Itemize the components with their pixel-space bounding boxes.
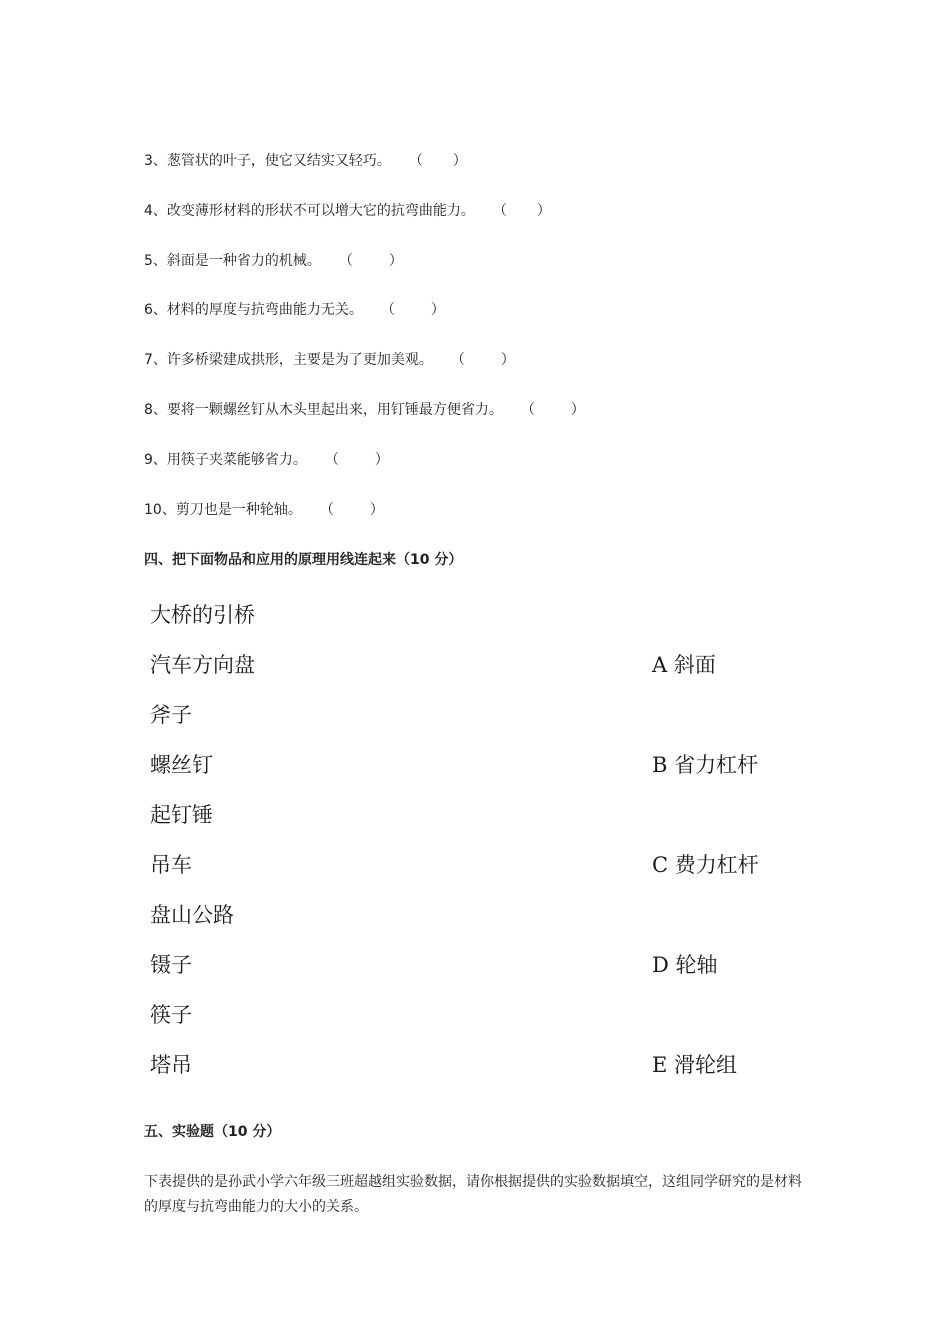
match-item-left: 斧子 (150, 703, 192, 727)
judgment-item (144, 350, 515, 370)
answer-paren-close: ） (452, 153, 467, 169)
match-item-left: 筷子 (150, 1003, 192, 1027)
match-item-left: 镊子 (150, 953, 192, 977)
match-item-right: E 滑轮组 (652, 1053, 738, 1077)
judgment-item (144, 400, 585, 420)
match-item-left: 吊车 (150, 853, 192, 877)
judgment-item-text: 5、斜面是一种省力的机械。 (144, 253, 321, 269)
match-item-right: C 费力杠杆 (652, 853, 759, 877)
judgment-item (144, 201, 551, 221)
answer-paren-close: ） (430, 302, 445, 318)
match-item-right: B 省力杠杆 (652, 753, 759, 777)
match-item-right: A 斜面 (652, 653, 716, 677)
judgment-item-text: 10、剪刀也是一种轮轴。 (144, 502, 302, 518)
judgment-item (144, 500, 384, 520)
judgment-item (144, 251, 403, 271)
section-4-heading: 四、把下面物品和应用的原理用线连起来（10 分） (144, 552, 463, 568)
judgment-item (144, 450, 389, 470)
match-item-left: 盘山公路 (150, 903, 234, 927)
answer-paren-close: ） (374, 452, 389, 468)
judgment-item-text: 6、材料的厚度与抗弯曲能力无关。 (144, 302, 363, 318)
judgment-item-text: 3、葱管状的叶子，使它又结实又轻巧。 (144, 153, 391, 169)
judgment-item (144, 151, 467, 171)
match-item-left: 螺丝钉 (150, 753, 213, 777)
match-item-left: 大桥的引桥 (150, 603, 255, 627)
match-item-right: D 轮轴 (652, 953, 718, 977)
answer-paren-close: ） (388, 253, 403, 269)
answer-paren-open: （ (338, 253, 353, 269)
section-5-paragraph: 下表提供的是孙武小学六年级三班超越组实验数据，请你根据提供的实验数据填空，这组同学研究的是材料的厚度与抗弯曲能力的大小的关系。 (144, 1174, 802, 1215)
judgment-item (144, 300, 445, 320)
answer-paren-close: ） (369, 502, 384, 518)
answer-paren-open: （ (450, 352, 465, 368)
answer-paren-close: ） (570, 402, 585, 418)
match-item-left: 塔吊 (150, 1053, 192, 1077)
answer-paren-close: ） (536, 203, 551, 219)
judgment-item-text: 4、改变薄形材料的形状不可以增大它的抗弯曲能力。 (144, 203, 475, 219)
judgment-item-text: 8、要将一颗螺丝钉从木头里起出来，用钉锤最方便省力。 (144, 402, 503, 418)
judgment-item-text: 7、许多桥梁建成拱形，主要是为了更加美观。 (144, 352, 433, 368)
answer-paren-open: （ (408, 153, 423, 169)
match-item-left: 起钉锤 (150, 803, 213, 827)
section-5-heading: 五、实验题（10 分） (144, 1124, 281, 1140)
answer-paren-open: （ (492, 203, 507, 219)
match-item-left: 汽车方向盘 (150, 653, 255, 677)
answer-paren-open: （ (324, 452, 339, 468)
judgment-item-text: 9、用筷子夹菜能够省力。 (144, 452, 307, 468)
answer-paren-open: （ (520, 402, 535, 418)
answer-paren-open: （ (319, 502, 334, 518)
answer-paren-close: ） (500, 352, 515, 368)
answer-paren-open: （ (380, 302, 395, 318)
